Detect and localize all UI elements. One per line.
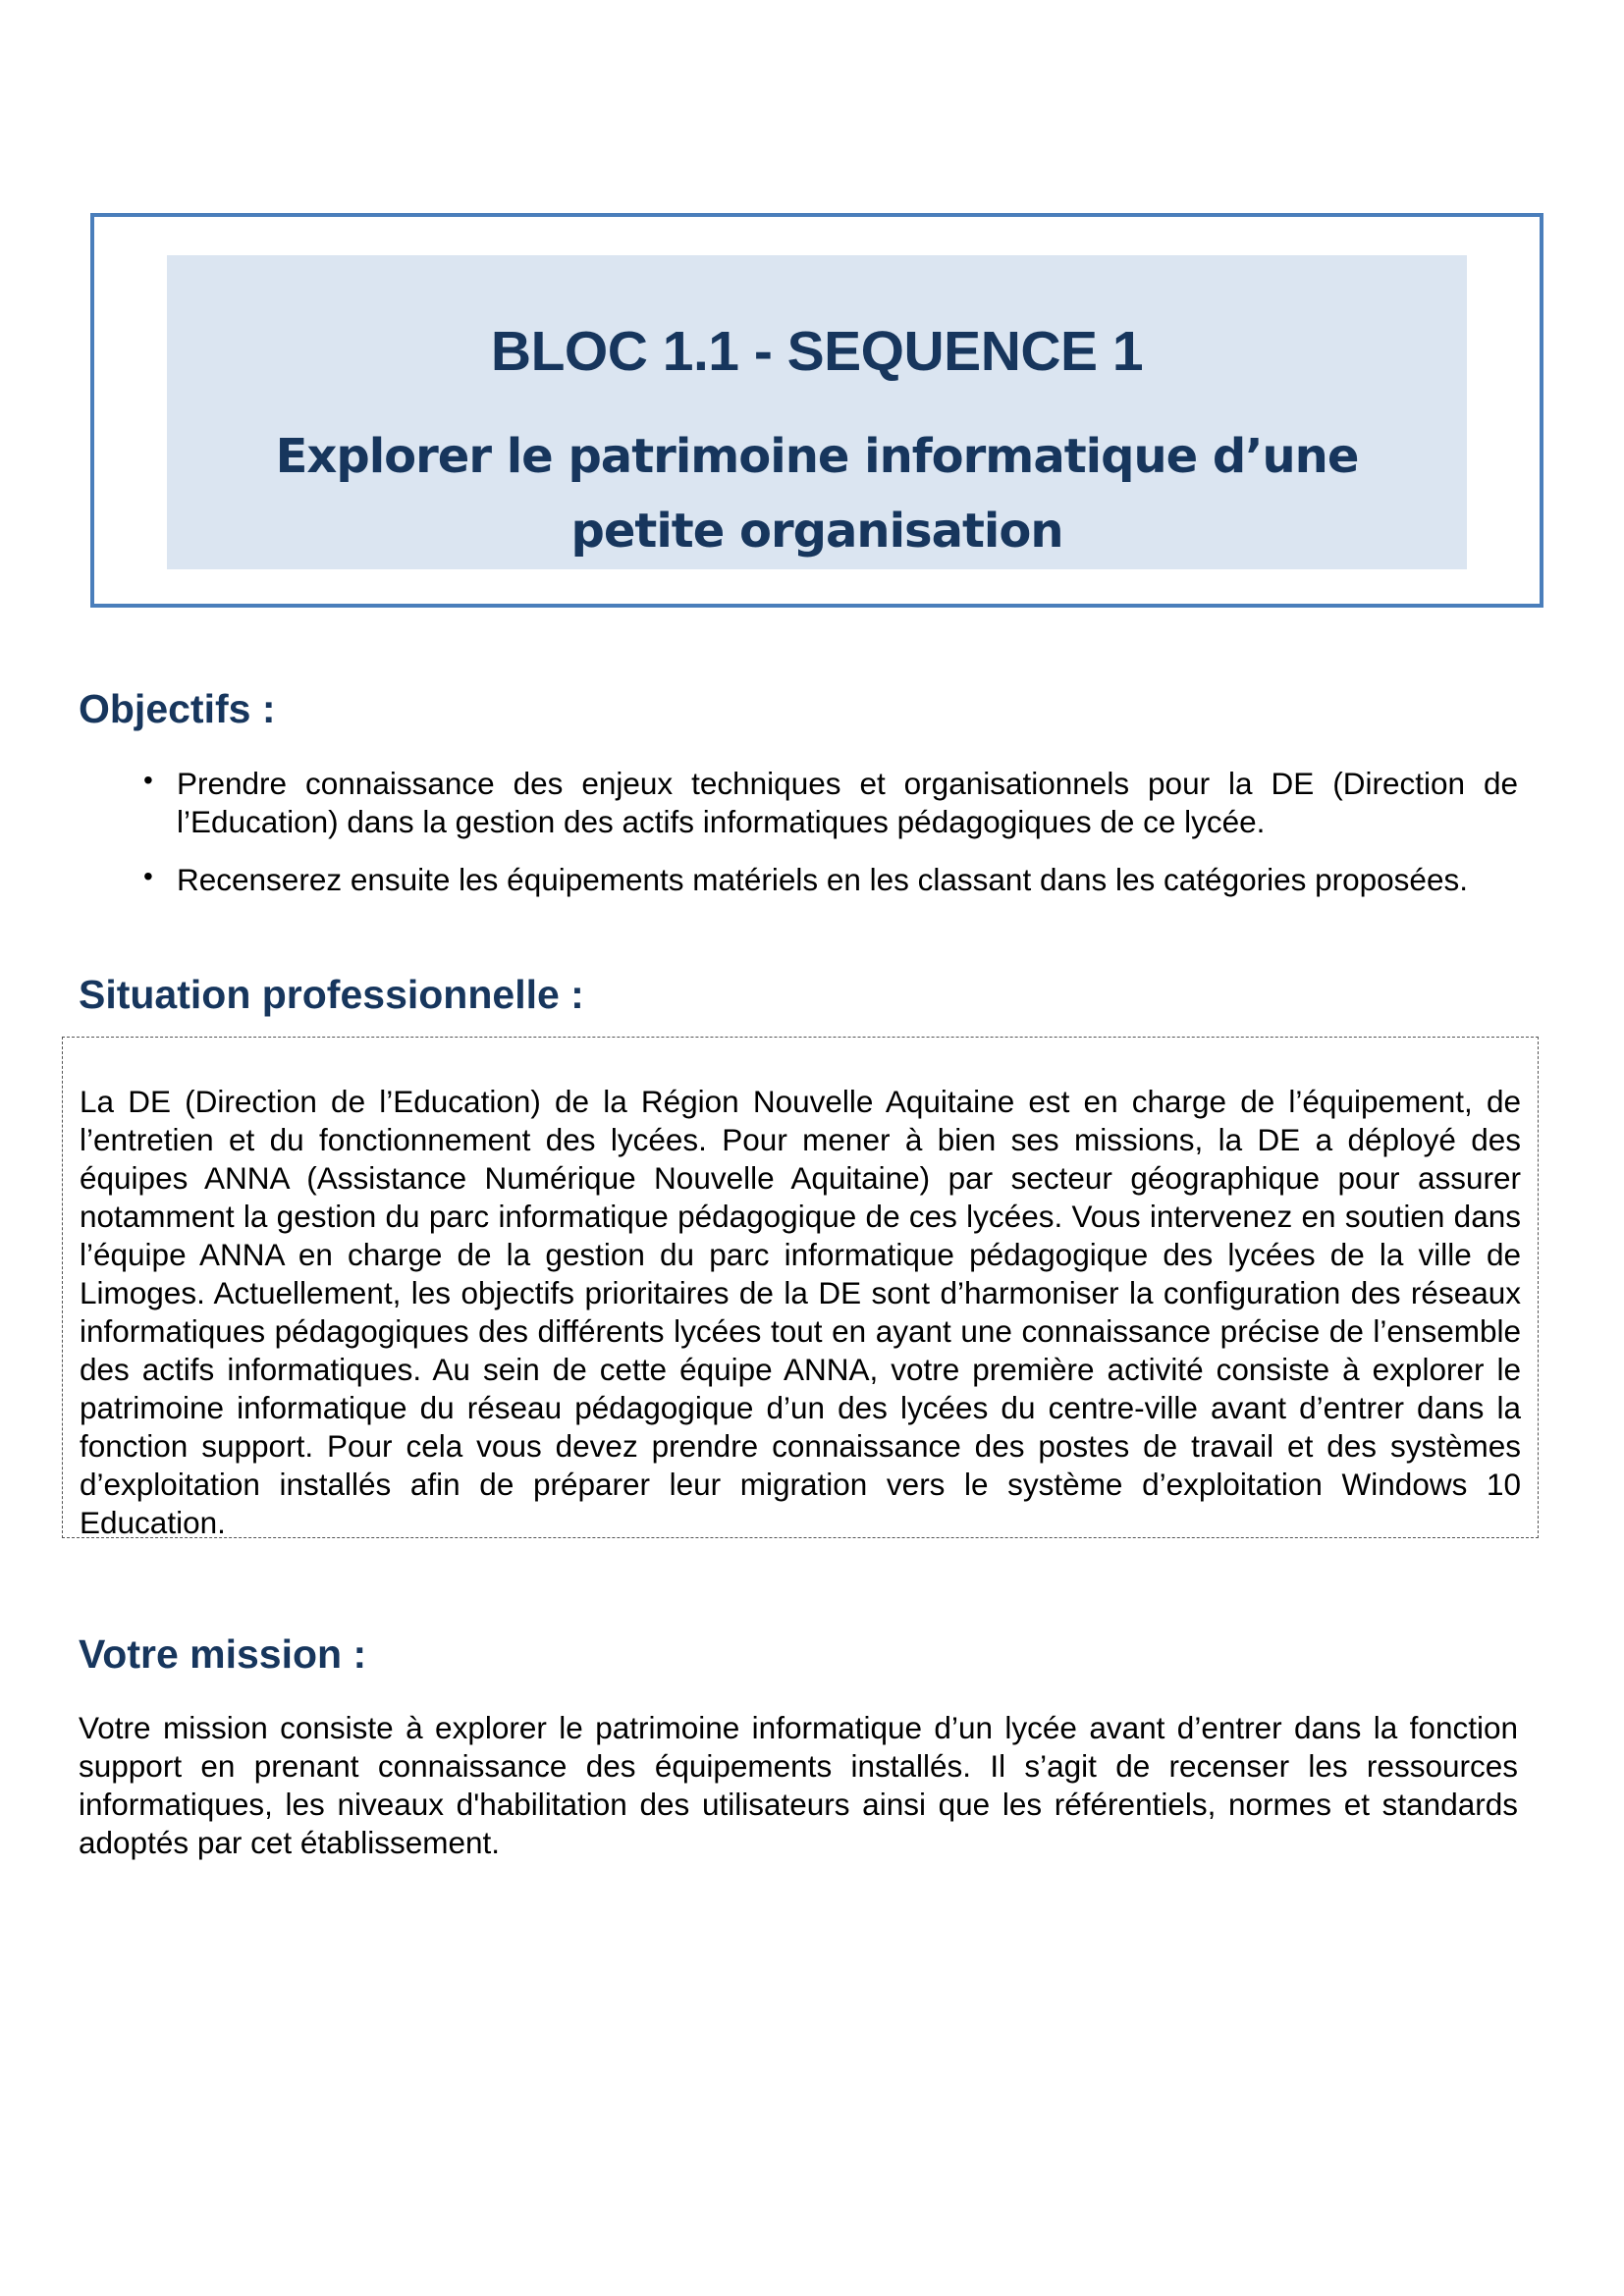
bullet-icon: •	[143, 861, 153, 891]
situation-heading: Situation professionnelle :	[79, 972, 584, 1017]
title-band	[167, 255, 1467, 569]
situation-text: La DE (Direction de l’Education) de la Région Nouvelle Aquitaine est en charge de l’équipement, de l’entretien et du fonctionnement des lycées. Pour mener à bien ses missions, la DE a déployé des équipes ANNA (Assistance Numérique Nouvelle Aquitaine) par secteur géographique pour assurer notamment la gestion du parc informatique pédagogique de ces lycées. Vous intervenez en soutien dans l’équipe ANNA en charge de la gestion du parc informatique pédagogique des lycées de la ville de Limoges. Actuellement, les objectifs prioritaires de la DE sont d’harmoniser la configuration des réseaux informatiques pédagogiques des différents lycées tout en ayant une connaissance précise de l’ensemble des actifs informatiques. Au sein de cette équipe ANNA, votre première activité consiste à explorer le patrimoine informatique du réseau pédagogique d’un des lycées du centre-ville avant d’entrer dans la fonction support. Pour cela vous devez prendre connaissance des postes de travail et des systèmes d’exploitation installés afin de préparer leur migration vers le système d’exploitation Windows 10 Education.	[80, 1084, 1521, 1540]
objective-text: Prendre connaissance des enjeux techniques et organisationnels pour la DE (Direction de l’Education) dans la gestion des actifs informatiques pédagogiques de ce lycée.	[177, 766, 1518, 839]
bullet-icon: •	[143, 765, 153, 795]
list-item	[137, 861, 1518, 899]
objectives-list	[137, 765, 1518, 919]
mission-text: Votre mission consiste à explorer le patrimoine informatique d’un lycée avant d’entrer dans la fonction support en prenant connaissance des équipements installés. Il s’agit de recenser les ressources informatiques, les niveaux d'habilitation des utilisateurs ainsi que les référentiels, normes et standards adoptés par cet établissement.	[79, 1710, 1518, 1860]
objectives-heading: Objectifs :	[79, 686, 276, 731]
situation-box	[62, 1037, 1539, 1538]
document-title: BLOC 1.1 - SEQUENCE 1	[490, 320, 1144, 383]
document-subtitle: Explorer le patrimoine informatique d’une petite organisation	[275, 429, 1359, 559]
objective-text: Recenserez ensuite les équipements matériels en les classant dans les catégories proposées.	[177, 862, 1468, 897]
mission-heading: Votre mission :	[79, 1631, 367, 1677]
list-item	[137, 765, 1518, 841]
